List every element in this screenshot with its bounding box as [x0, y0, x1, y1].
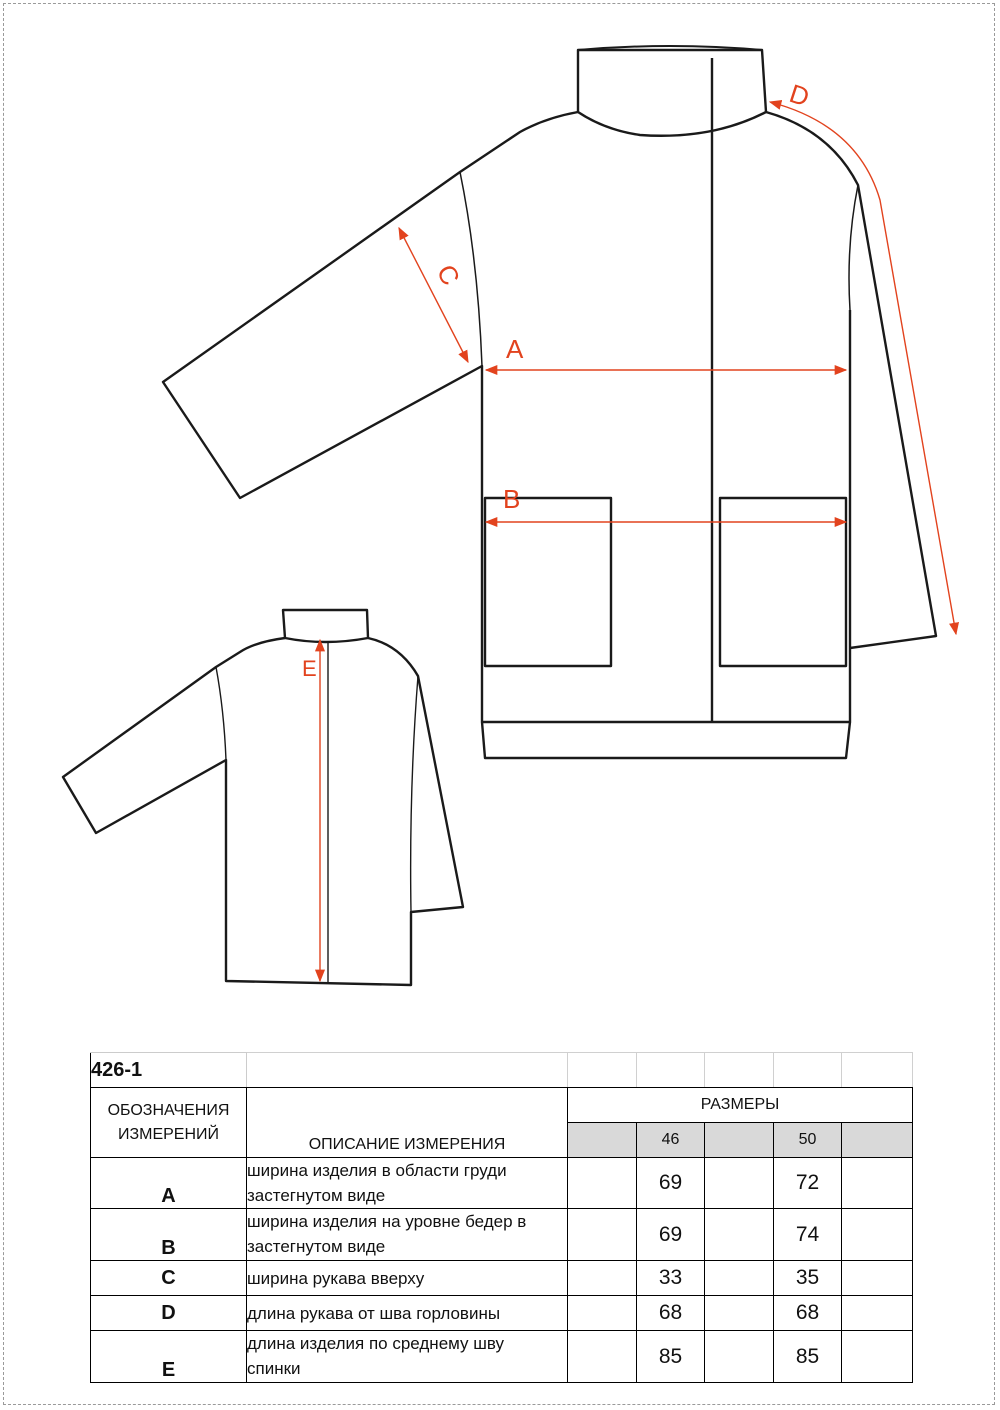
label-a: A: [506, 334, 524, 364]
front-collar: [578, 50, 766, 136]
designation-header: ОБОЗНАЧЕНИЯ ИЗМЕРЕНИЙ: [91, 1088, 247, 1158]
back-view: [63, 610, 463, 985]
sizes-header: РАЗМЕРЫ: [568, 1088, 913, 1123]
label-e: E: [302, 656, 317, 681]
measurement-lines: [320, 102, 956, 981]
label-b: B: [503, 484, 521, 514]
table-row: E длина изделия по среднему шву спинки 85 85: [91, 1331, 913, 1383]
measure-line-c: [399, 228, 468, 362]
front-hem-band: [482, 722, 850, 758]
front-body-outline: [163, 112, 850, 722]
label-c: C: [430, 259, 467, 291]
label-d: D: [785, 78, 814, 113]
back-collar: [283, 610, 368, 642]
model-code: 426-1: [91, 1053, 247, 1088]
size-50-header: 50: [774, 1123, 842, 1158]
size-spec-table: [90, 1052, 913, 1383]
measure-line-d: [770, 102, 956, 634]
table-row: B ширина изделия на уровне бедер в застегнутом виде 69 74: [91, 1209, 913, 1261]
description-header: ОПИСАНИЕ ИЗМЕРЕНИЯ: [247, 1088, 568, 1158]
table-row: A ширина изделия в области груди застегнутом виде 69 72: [91, 1158, 913, 1209]
size-46-header: 46: [637, 1123, 705, 1158]
table-row: C ширина рукава вверху 33 35: [91, 1261, 913, 1296]
front-right-pocket: [720, 498, 846, 666]
front-view: [163, 46, 936, 758]
table-row: D длина рукава от шва горловины 68 68: [91, 1296, 913, 1331]
back-body-outline: [63, 638, 463, 985]
front-left-pocket: [485, 498, 611, 666]
